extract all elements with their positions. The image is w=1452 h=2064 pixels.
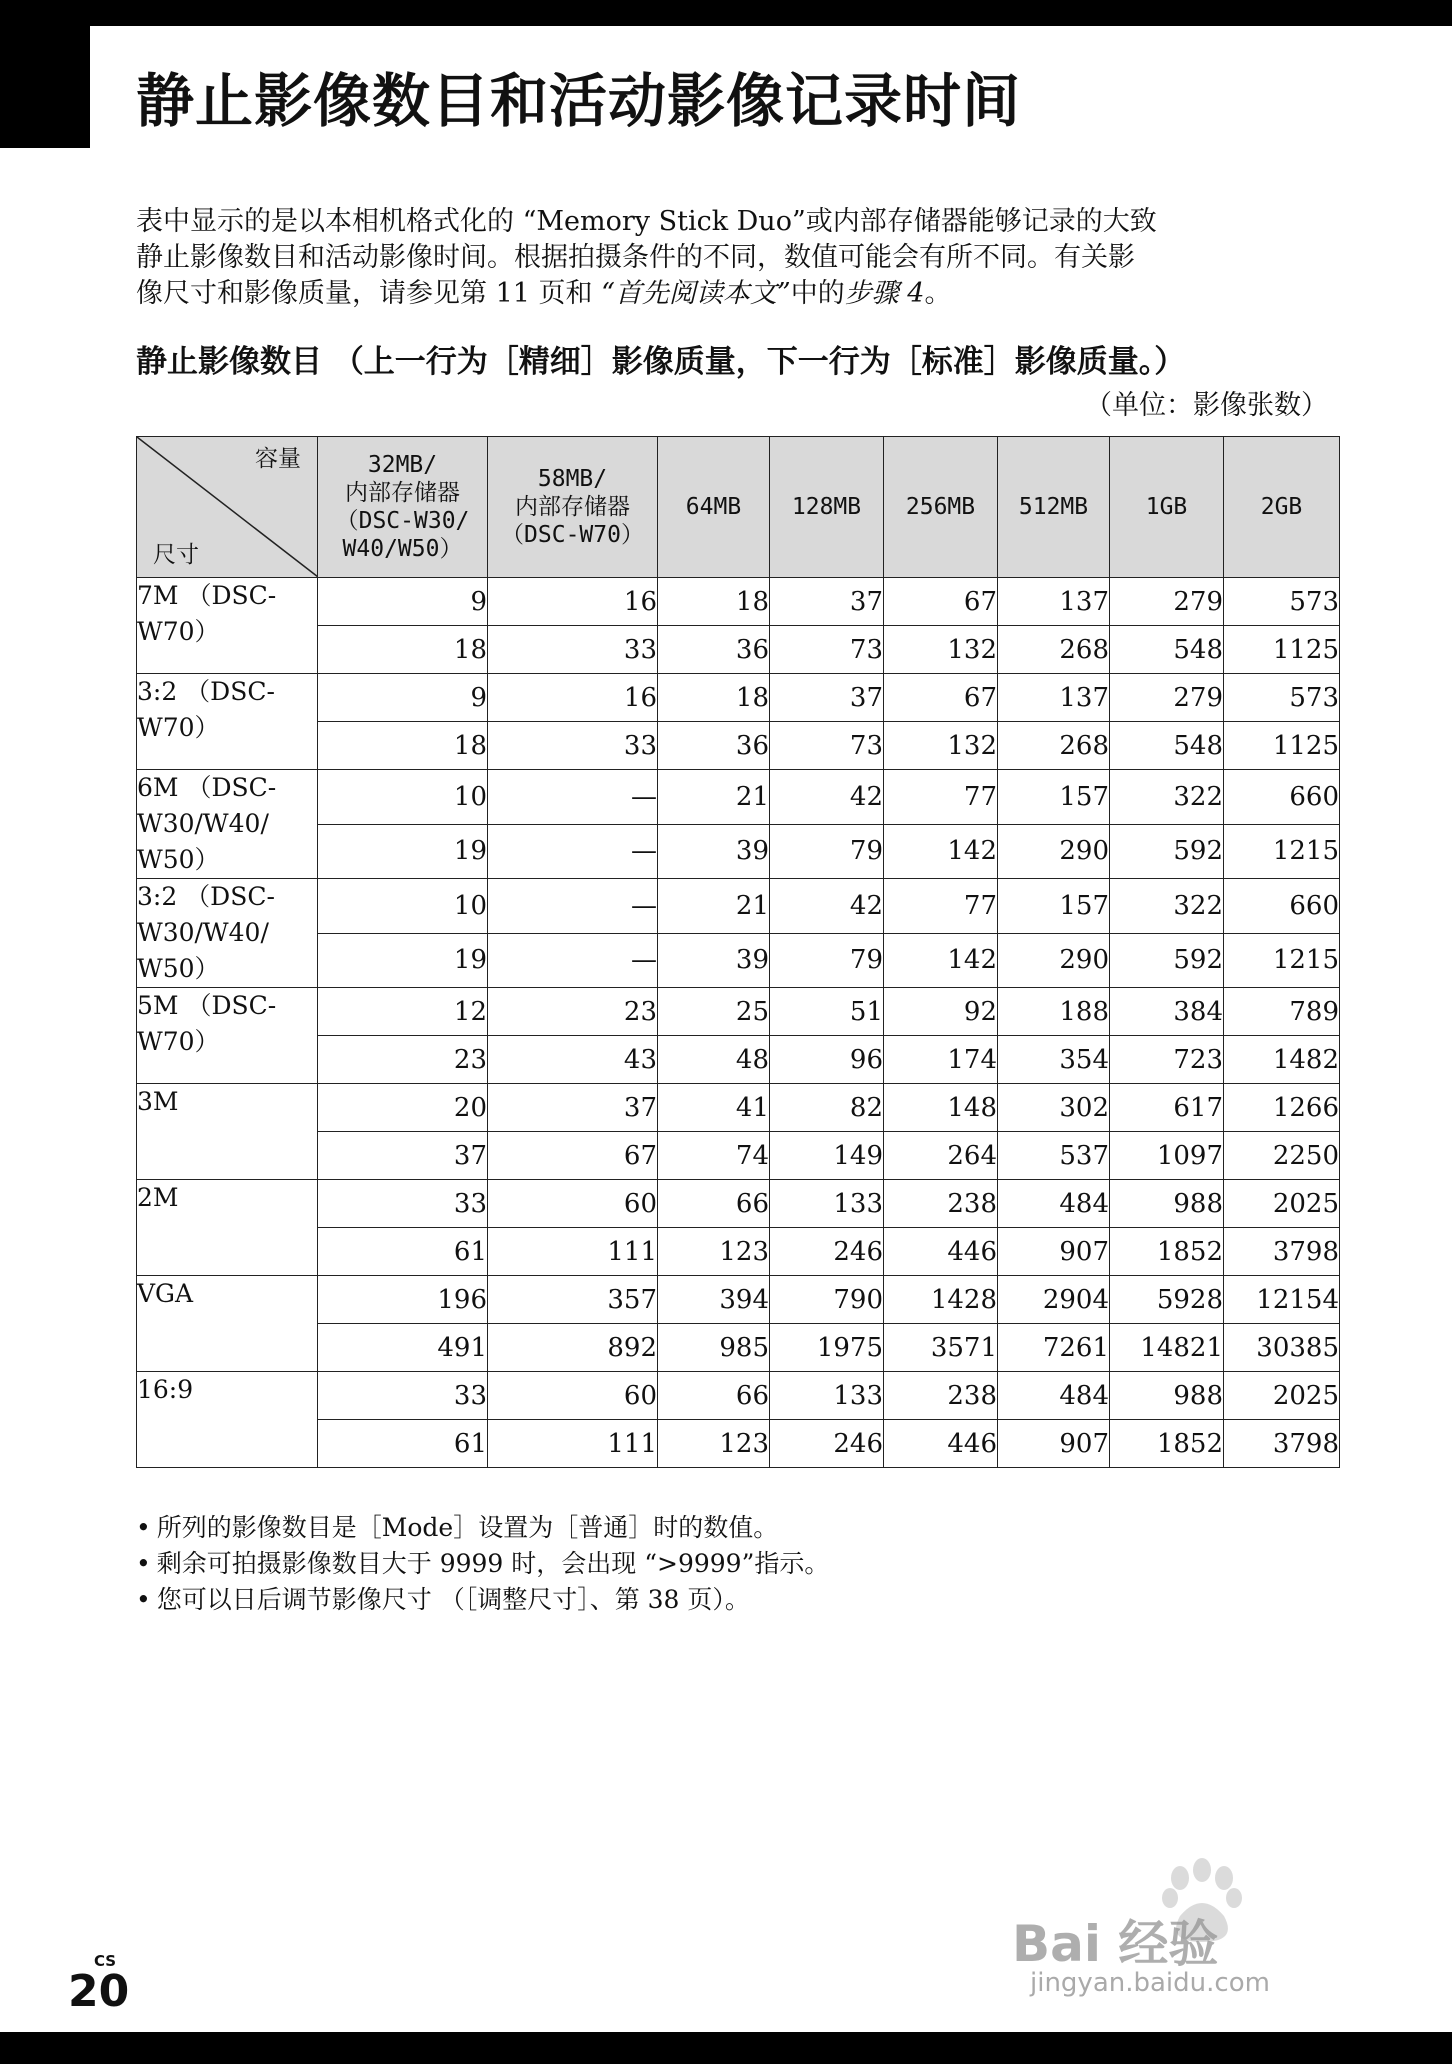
table-cell: 12 [318,988,488,1036]
page-number-value: 20 [68,1966,130,2017]
table-cell: 149 [770,1132,884,1180]
table-cell: 37 [770,674,884,722]
table-cell: 174 [884,1036,998,1084]
table-cell: 592 [1110,824,1224,879]
table-cell: 30385 [1224,1324,1340,1372]
notes-list [136,1510,829,1618]
column-header: 1GB [1110,437,1224,578]
corner-header [137,437,318,578]
column-header: 512MB [998,437,1110,578]
table-cell: 12154 [1224,1276,1340,1324]
table-cell: 73 [770,722,884,770]
table-row [137,674,1340,722]
table-cell: 21 [658,879,770,934]
table-cell: 137 [998,674,1110,722]
table-cell: 1975 [770,1324,884,1372]
table-cell: 18 [658,674,770,722]
table-cell: 238 [884,1372,998,1420]
table-cell: 133 [770,1180,884,1228]
table-cell: 446 [884,1420,998,1468]
table-cell: 148 [884,1084,998,1132]
table-row [137,824,1340,879]
table-cell: 484 [998,1372,1110,1420]
table-cell: — [488,933,658,988]
table-cell: 1125 [1224,626,1340,674]
table-cell: 573 [1224,578,1340,626]
table-cell: 51 [770,988,884,1036]
table-cell: 39 [658,933,770,988]
table-cell: — [488,879,658,934]
note-item: • 剩余可拍摄影像数目大于 9999 时，会出现 “>9999”指示。 [136,1546,829,1582]
table-cell: 23 [488,988,658,1036]
top-black-bar [0,0,1452,26]
row-size-label: 7M （DSC- W70） [137,578,318,674]
table-row [137,1276,1340,1324]
page-number [68,1952,130,2017]
table-cell: 1125 [1224,722,1340,770]
table-cell: 23 [318,1036,488,1084]
capacity-label: 容量 [255,446,301,472]
table-cell: 1266 [1224,1084,1340,1132]
table-cell: 123 [658,1420,770,1468]
column-header: 2GB [1224,437,1340,578]
table-row [137,1084,1340,1132]
table-cell: 33 [488,722,658,770]
watermark-url: jingyan.baidu.com [1030,1968,1270,1998]
table-row [137,626,1340,674]
table-cell: 1215 [1224,824,1340,879]
table-cell: 39 [658,824,770,879]
table-cell: 133 [770,1372,884,1420]
table-cell: 37 [488,1084,658,1132]
table-cell: 322 [1110,770,1224,825]
table-cell: 491 [318,1324,488,1372]
intro-line-1: 表中显示的是以本相机格式化的 “Memory Stick Duo”或内部存储器能够记录的大致 [136,206,1157,237]
table-cell: 246 [770,1420,884,1468]
table-cell: 2025 [1224,1180,1340,1228]
row-size-label: 5M （DSC- W70） [137,988,318,1084]
table-cell: 61 [318,1228,488,1276]
row-size-label: 16:9 [137,1372,318,1468]
table-cell: 25 [658,988,770,1036]
table-row [137,933,1340,988]
table-row [137,879,1340,934]
table-cell: 123 [658,1228,770,1276]
table-cell: 268 [998,722,1110,770]
table-cell: 5928 [1110,1276,1224,1324]
table-cell: 142 [884,933,998,988]
table-cell: 14821 [1110,1324,1224,1372]
table-cell: 660 [1224,879,1340,934]
left-black-tab [0,0,90,148]
table-cell: 33 [318,1180,488,1228]
table-cell: 132 [884,626,998,674]
table-row [137,1324,1340,1372]
intro-line-3a: 像尺寸和影像质量，请参见第 11 页和 [136,278,602,309]
row-size-label: 3M [137,1084,318,1180]
intro-line-2: 静止影像数目和活动影像时间。根据拍摄条件的不同，数值可能会有所不同。有关影 [136,242,1135,273]
table-cell: 157 [998,879,1110,934]
row-size-label: 6M （DSC- W30/W40/ W50） [137,770,318,879]
table-cell: 196 [318,1276,488,1324]
column-header: 256MB [884,437,998,578]
table-cell: 907 [998,1228,1110,1276]
table-cell: 82 [770,1084,884,1132]
table-cell: 660 [1224,770,1340,825]
image-count-table [136,436,1340,1468]
table-cell: 394 [658,1276,770,1324]
table-cell: 66 [658,1180,770,1228]
table-cell: 73 [770,626,884,674]
intro-paragraph [136,204,1336,312]
table-cell: 60 [488,1372,658,1420]
column-header: 64MB [658,437,770,578]
table-cell: 9 [318,674,488,722]
table-cell: 10 [318,879,488,934]
note-item: • 所列的影像数目是［Mode］设置为［普通］时的数值。 [136,1510,829,1546]
table-cell: 617 [1110,1084,1224,1132]
table-row [137,1420,1340,1468]
table-cell: 48 [658,1036,770,1084]
table-cell: 132 [884,722,998,770]
table-cell: 21 [658,770,770,825]
table-cell: 548 [1110,626,1224,674]
table-cell: 33 [488,626,658,674]
table-cell: 1428 [884,1276,998,1324]
table-row [137,1180,1340,1228]
table-row [137,578,1340,626]
table-cell: 3798 [1224,1228,1340,1276]
table-row [137,1132,1340,1180]
table-cell: 41 [658,1084,770,1132]
table-cell: 16 [488,578,658,626]
table-cell: 18 [658,578,770,626]
row-size-label: VGA [137,1276,318,1372]
table-cell: 279 [1110,578,1224,626]
table-cell: 79 [770,933,884,988]
intro-book-ref: “首先阅读本文” [601,278,791,309]
table-cell: 37 [318,1132,488,1180]
table-cell: 77 [884,770,998,825]
table-cell: 592 [1110,933,1224,988]
table-cell: 188 [998,988,1110,1036]
table-cell: 3571 [884,1324,998,1372]
table-cell: 354 [998,1036,1110,1084]
row-size-label: 3:2 （DSC- W30/W40/ W50） [137,879,318,988]
table-cell: 66 [658,1372,770,1420]
table-cell: 723 [1110,1036,1224,1084]
table-cell: 988 [1110,1372,1224,1420]
table-cell: 2025 [1224,1372,1340,1420]
table-cell: 142 [884,824,998,879]
column-header: 128MB [770,437,884,578]
column-header: 32MB/ 内部存储器 （DSC-W30/ W40/W50） [318,437,488,578]
table-cell: 16 [488,674,658,722]
table-cell: 7261 [998,1324,1110,1372]
table-cell: 19 [318,933,488,988]
table-cell: 96 [770,1036,884,1084]
table-row [137,988,1340,1036]
note-item: • 您可以日后调节影像尺寸 （［调整尺寸］、第 38 页）。 [136,1582,829,1618]
table-cell: 157 [998,770,1110,825]
table-cell: 74 [658,1132,770,1180]
table-cell: 238 [884,1180,998,1228]
table-cell: 2904 [998,1276,1110,1324]
table-cell: 18 [318,722,488,770]
table-cell: 19 [318,824,488,879]
intro-step-ref: 步骤 4 [844,278,925,309]
table-cell: 10 [318,770,488,825]
table-row [137,1228,1340,1276]
row-size-label: 2M [137,1180,318,1276]
page-title: 静止影像数目和活动影像记录时间 [136,67,1022,135]
table-cell: 137 [998,578,1110,626]
table-cell: 573 [1224,674,1340,722]
table-cell: 2250 [1224,1132,1340,1180]
unit-label: （单位：影像张数） [1085,390,1328,421]
intro-line-3e: 。 [924,278,952,309]
table-row [137,770,1340,825]
watermark-text: Bai 经验 [1012,1915,1219,1973]
table-cell: 43 [488,1036,658,1084]
intro-line-3c: 中的 [790,278,845,309]
table-cell: 1482 [1224,1036,1340,1084]
table-cell: 548 [1110,722,1224,770]
table-cell: 789 [1224,988,1340,1036]
table-cell: 268 [998,626,1110,674]
table-cell: 1852 [1110,1420,1224,1468]
table-cell: 446 [884,1228,998,1276]
table-cell: 988 [1110,1180,1224,1228]
table-cell: 67 [488,1132,658,1180]
table-cell: 18 [318,626,488,674]
table-row [137,1372,1340,1420]
page-lang-code: CS [94,1952,117,1970]
bottom-black-bar [0,2032,1452,2064]
table-cell: 77 [884,879,998,934]
table-cell: 907 [998,1420,1110,1468]
table-cell: 290 [998,824,1110,879]
table-cell: 67 [884,674,998,722]
table-cell: 1097 [1110,1132,1224,1180]
table-row [137,722,1340,770]
table-cell: 42 [770,879,884,934]
table-cell: 33 [318,1372,488,1420]
size-label: 尺寸 [153,542,199,568]
table-cell: 279 [1110,674,1224,722]
table-cell: 67 [884,578,998,626]
table-cell: — [488,824,658,879]
table-cell: 60 [488,1180,658,1228]
table-cell: 985 [658,1324,770,1372]
table-cell: 9 [318,578,488,626]
table-cell: 111 [488,1420,658,1468]
table-cell: — [488,770,658,825]
table-cell: 302 [998,1084,1110,1132]
table-cell: 111 [488,1228,658,1276]
table-row [137,1036,1340,1084]
column-header: 58MB/ 内部存储器 （DSC-W70） [488,437,658,578]
table-cell: 384 [1110,988,1224,1036]
table-cell: 79 [770,824,884,879]
table-cell: 1215 [1224,933,1340,988]
table-cell: 36 [658,722,770,770]
table-cell: 20 [318,1084,488,1132]
table-cell: 92 [884,988,998,1036]
table-cell: 892 [488,1324,658,1372]
table-subheading: 静止影像数目 （上一行为［精细］影像质量，下一行为［标准］影像质量。） [136,344,1186,380]
table-cell: 37 [770,578,884,626]
table-cell: 61 [318,1420,488,1468]
table-cell: 322 [1110,879,1224,934]
table-cell: 357 [488,1276,658,1324]
table-cell: 790 [770,1276,884,1324]
table-cell: 3798 [1224,1420,1340,1468]
table-cell: 264 [884,1132,998,1180]
table-cell: 1852 [1110,1228,1224,1276]
table-cell: 484 [998,1180,1110,1228]
table-cell: 42 [770,770,884,825]
row-size-label: 3:2 （DSC- W70） [137,674,318,770]
table-cell: 537 [998,1132,1110,1180]
table-cell: 36 [658,626,770,674]
table-cell: 246 [770,1228,884,1276]
table-cell: 290 [998,933,1110,988]
